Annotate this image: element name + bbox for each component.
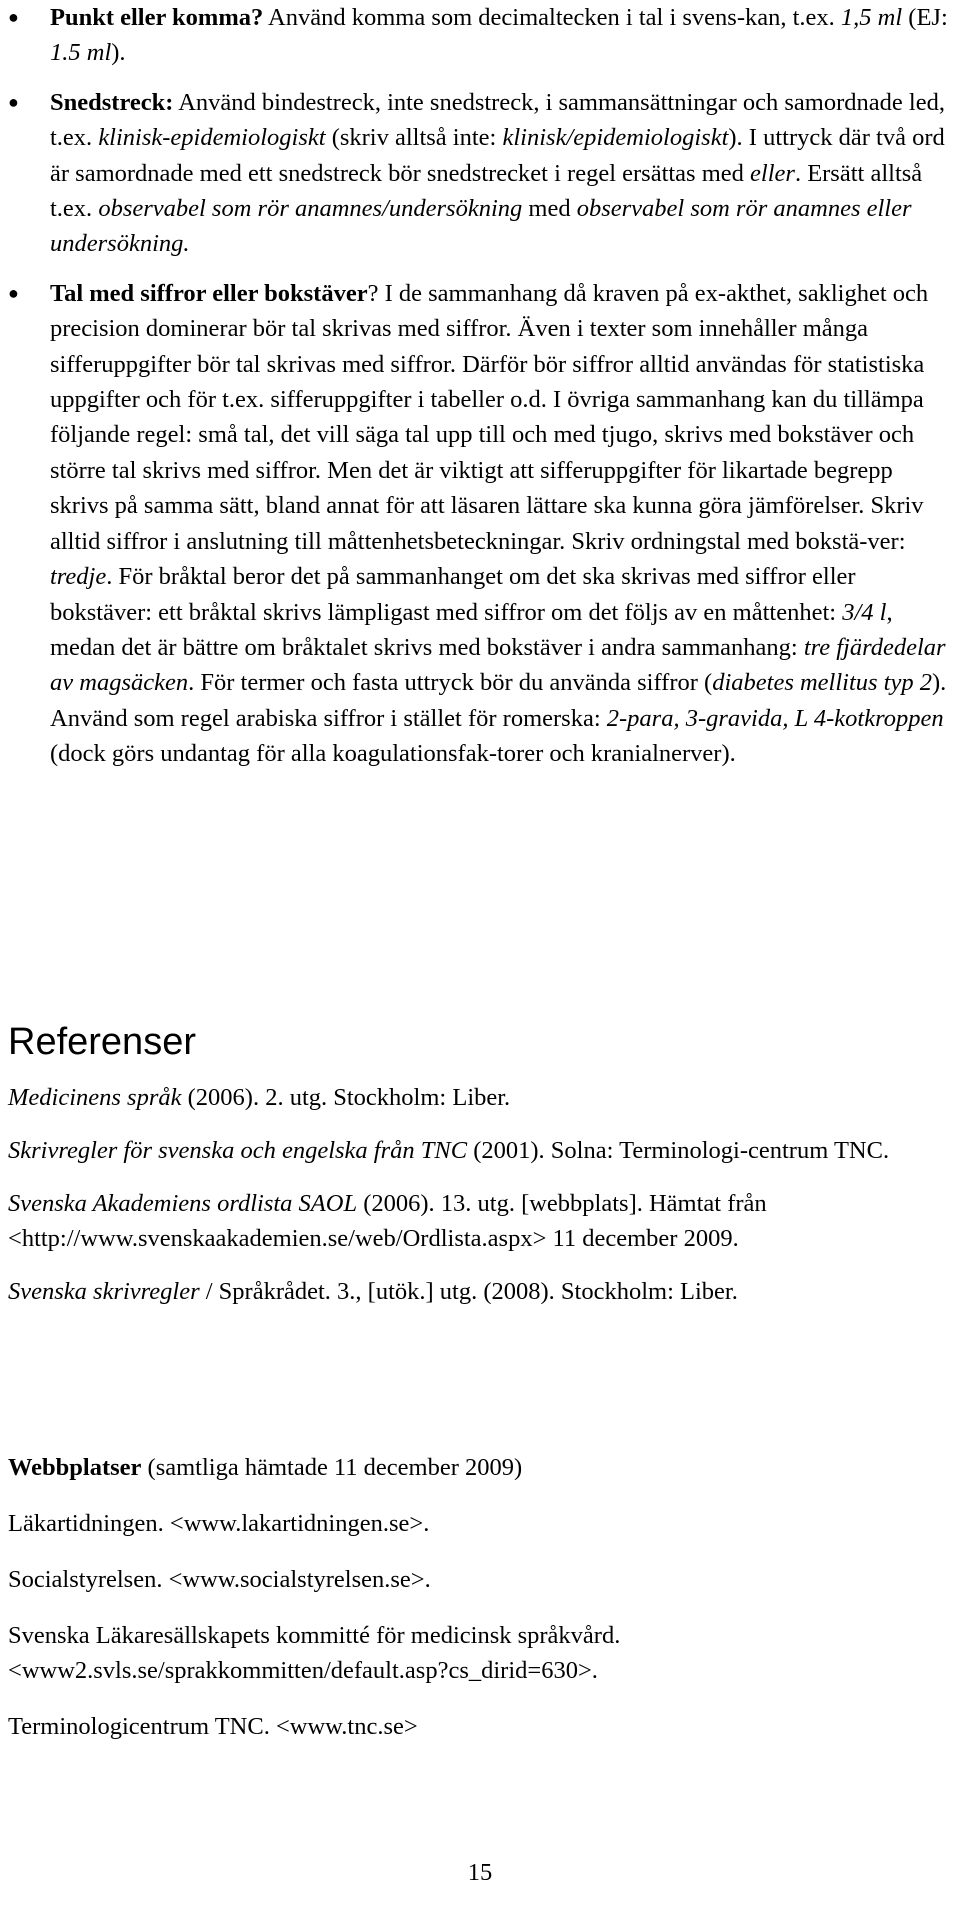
reference-title: Svenska skrivregler [8, 1278, 200, 1305]
text-run: (skriv alltså inte: [325, 124, 503, 152]
reference-title: Svenska Akademiens ordlista SAOL [8, 1190, 358, 1217]
text-run: . Ersätt alltså t.ex. [50, 159, 923, 223]
reference-details: (2006). 2. utg. Stockholm: Liber. [181, 1084, 511, 1111]
reference-details: / Språkrådet. 3., [utök.] utg. (2008). Stockholm: Liber. [199, 1278, 738, 1305]
text-run: . För termer och fasta uttryck bör du använda siffror ( [188, 669, 713, 697]
website-heading-note: (samtliga hämtade 11 december 2009) [141, 1454, 523, 1481]
website-item: Läkartidningen. <www.lakartidningen.se>. [8, 1510, 430, 1537]
example-term: tredje [50, 563, 107, 591]
spacer [0, 71, 960, 85]
spacer [0, 262, 960, 276]
text-run: Använd bindestreck, inte snedstreck, i sammansättningar och samordnade led, t.ex. [50, 88, 945, 152]
example-term: diabetes mellitus typ 2 [712, 669, 932, 697]
bullet-text [50, 85, 956, 262]
guideline-list [0, 0, 960, 772]
reference-details: (2001). Solna: Terminologi-centrum TNC. [467, 1137, 890, 1164]
example-term: 3/4 l [842, 598, 887, 626]
example-term: observabel som rör anamnes/undersökning [98, 195, 523, 223]
list-item [0, 0, 960, 71]
website-item: Svenska Läkaresällskapets kommitté för medicinsk språkvård. <www2.svls.se/sprakkommitten/default.asp?cs_dirid=630>. [8, 1622, 621, 1684]
text-run: , medan det är bättre om bråktalet skrivs med bokstäver i andra sammanhang: [50, 598, 893, 661]
reference-item [8, 1186, 953, 1256]
example-term: klinisk-epidemiologiskt [98, 124, 326, 152]
bullet-heading: Punkt eller komma? [50, 4, 264, 31]
bullet-heading: Snedstreck: [50, 88, 174, 116]
bullet-icon: ● [8, 282, 19, 303]
example-term: 2-para, 3-gravida, L 4-kotkroppen [606, 704, 944, 732]
website-heading-label: Webbplatser [8, 1454, 142, 1481]
website-item: Terminologicentrum TNC. <www.tnc.se> [8, 1713, 418, 1740]
website-item: Socialstyrelsen. <www.socialstyrelsen.se>. [8, 1566, 431, 1593]
text-run: ). I uttryck där två ord är samordnade med ett snedstreck bör snedstrecket i regel ersättas med [50, 124, 945, 187]
bullet-text [50, 276, 956, 772]
text-run: Använd komma som decimaltecken i tal i svens-kan, t.ex. [263, 4, 841, 31]
website-list [8, 1450, 953, 1765]
website-heading [8, 1450, 953, 1485]
text-run: (dock görs undantag för alla koagulationsfak-torer och kranialnerver). [50, 740, 736, 768]
example-term: 1.5 ml [50, 39, 112, 67]
list-item [0, 276, 960, 772]
reference-title: Medicinens språk [8, 1084, 182, 1111]
bullet-text [50, 0, 956, 71]
text-run: ). Använd som regel arabiska siffror i stället för romerska: [50, 669, 947, 732]
example-term: klinisk/epidemiologiskt [502, 124, 729, 152]
bullet-icon: ● [8, 7, 19, 27]
bullet-heading: Tal med siffror eller bokstäver [50, 279, 368, 307]
reference-details: (2006). 13. utg. [webbplats]. Hämtat från <http://www.svenskaakademien.se/web/Ordlista.aspx> 11 december 2009. [8, 1190, 767, 1252]
example-term: observabel som rör anamnes eller undersökning. [50, 195, 912, 258]
reference-item [8, 1274, 953, 1309]
text-run: med [522, 195, 577, 223]
list-item [0, 85, 960, 262]
reference-list [8, 1080, 953, 1327]
example-term: tre fjärdedelar av magsäcken [50, 633, 946, 697]
reference-item [8, 1080, 953, 1115]
text-run: ? I de sammanhang då kraven på ex-akthet, saklighet och precision dominerar bör tal skrivas med siffror. Även i texter som innehåller många sifferuppgifter bör tal skrivas med siffror. Därför bör siffror alltid användas för statistiska uppgifter och för t.ex. sifferuppgifter i tabeller o.d. I övriga sammanhang kan du tillämpa följande regel: små tal, det vill säga tal upp till och med tjugo, skrivs med bokstäver och större tal skrivs med siffror. Men det är viktigt att sifferuppgifter för likartade begrepp skrivs på samma sätt, bland annat för att läsaren lättare ska kunna göra jämförelser. Skriv alltid siffror i anslutning till måttenhetsbeteckningar. Skriv ordningstal med bokstä-ver: [50, 279, 929, 555]
reference-title: Skrivregler för svenska och engelska från TNC [8, 1137, 468, 1164]
text-run: ). [111, 39, 126, 67]
example-term: eller [750, 159, 795, 187]
text-run: . För bråktal beror det på sammanhanget om det ska skrivas med siffror eller bokstäver: ett bråktal skrivs lämpligast med siffror om det följs av en måttenhet: [50, 563, 856, 626]
bullet-icon: ● [8, 91, 19, 112]
reference-item [8, 1133, 953, 1168]
example-term: 1,5 ml [840, 4, 903, 31]
section-heading: Referenser [8, 1021, 196, 1063]
text-run: (EJ: [902, 4, 948, 31]
page-number: 15 [467, 1859, 493, 1886]
